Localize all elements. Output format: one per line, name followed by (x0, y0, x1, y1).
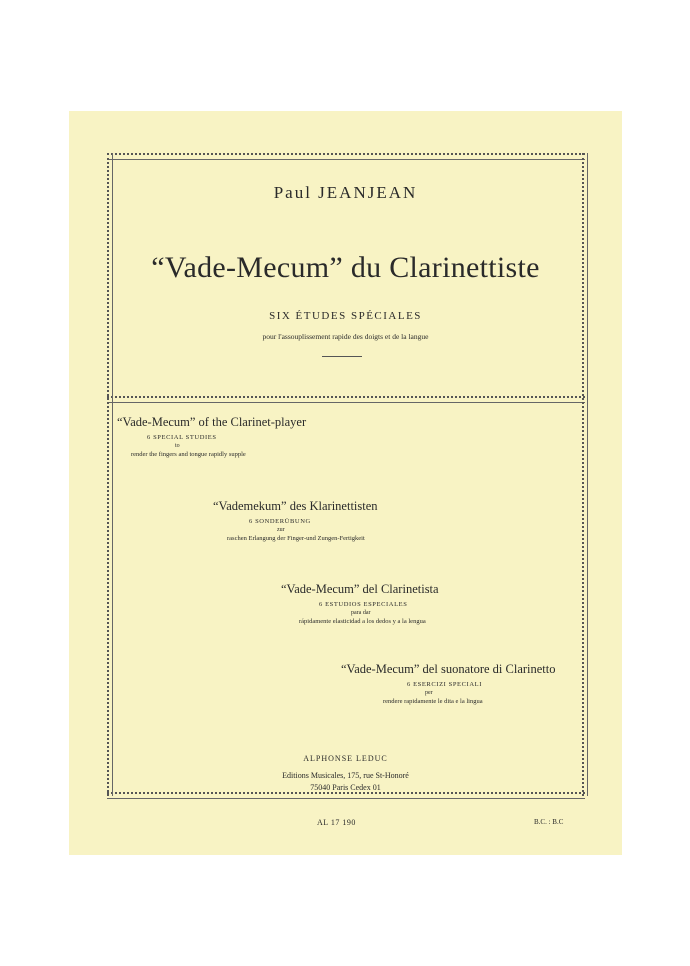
left-border (107, 153, 113, 796)
translation-description: rendere rapidamente le dita e la lingua (383, 698, 483, 705)
publisher-address-line2: 75040 Paris Cedex 01 (310, 783, 381, 792)
translation-description: rápidamente elasticidad a los dedos y a la lengua (299, 618, 426, 625)
translation-description: raschen Erlangung der Finger-und Zungen-Fertigkeit (227, 535, 365, 542)
publisher-name: ALPHONSE LEDUC (303, 754, 388, 763)
publisher-address-line1: Editions Musicales, 175, rue St-Honoré (282, 771, 409, 780)
author-name: Paul JEANJEAN (273, 183, 418, 202)
translation-title: “Vademekum” des Klarinettisten (213, 499, 378, 513)
translation-title: “Vade-Mecum” del Clarinetista (281, 582, 439, 596)
translation-connector: to (175, 443, 180, 449)
translation-connector: para dar (351, 610, 371, 616)
translation-italian (341, 662, 556, 705)
right-border (582, 153, 588, 796)
cover-page (69, 111, 622, 855)
translation-studies: 6 ESERCIZI SPECIALI (407, 681, 482, 688)
page-title: “Vade-Mecum” du Clarinettiste (151, 251, 540, 284)
translation-german (213, 499, 378, 542)
translation-connector: zur (277, 527, 285, 533)
catalog-number: AL 17 190 (317, 818, 356, 827)
subtitle-detail: pour l'assouplissement rapide des doigts et de la langue (262, 332, 429, 341)
footer-code: B.C. : B.C (534, 818, 564, 826)
translation-english (117, 415, 306, 458)
short-rule (322, 356, 362, 357)
translation-studies: 6 SONDERÜBUNG (249, 518, 311, 525)
subtitle: SIX ÉTUDES SPÉCIALES (269, 310, 422, 322)
translation-spanish (281, 582, 439, 625)
translation-studies: 6 SPECIAL STUDIES (147, 434, 217, 441)
translation-studies: 6 ESTUDIOS ESPECIALES (319, 601, 408, 608)
translation-description: render the fingers and tongue rapidly supple (131, 451, 246, 458)
top-border (107, 153, 585, 160)
translation-title: “Vade-Mecum” del suonatore di Clarinetto (341, 662, 556, 676)
translation-connector: per (425, 690, 433, 696)
middle-border (107, 396, 585, 403)
bottom-border (107, 792, 585, 799)
translation-title: “Vade-Mecum” of the Clarinet-player (117, 415, 307, 429)
